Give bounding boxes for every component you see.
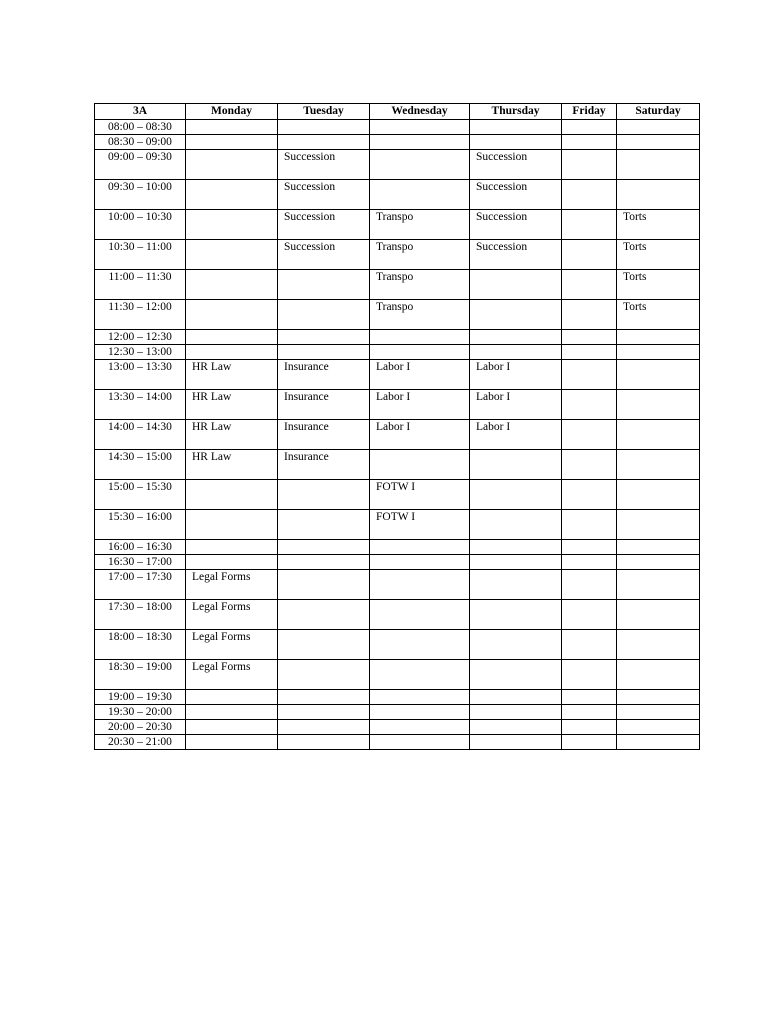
header-tuesday: Tuesday [278,104,370,120]
class-cell-tuesday [278,120,370,135]
class-cell-friday [562,180,617,210]
class-cell-monday [186,690,278,705]
class-cell-friday [562,360,617,390]
class-cell-saturday [617,480,700,510]
class-cell-friday [562,450,617,480]
class-cell-monday [186,180,278,210]
table-row [95,360,700,390]
class-cell-tuesday [278,480,370,510]
class-cell-monday [186,345,278,360]
table-row [95,660,700,690]
class-cell-friday [562,510,617,540]
class-cell-friday [562,690,617,705]
class-cell-monday [186,120,278,135]
class-cell-wednesday: Transpo [370,240,470,270]
class-cell-saturday [617,420,700,450]
class-cell-thursday [470,720,562,735]
class-cell-saturday [617,630,700,660]
class-cell-monday: Legal Forms [186,600,278,630]
class-cell-friday [562,135,617,150]
class-cell-saturday [617,570,700,600]
class-cell-wednesday [370,540,470,555]
table-row [95,345,700,360]
class-cell-wednesday: Transpo [370,270,470,300]
time-slot-cell: 09:30 – 10:00 [95,180,186,210]
class-cell-thursday [470,480,562,510]
class-cell-tuesday [278,510,370,540]
class-cell-wednesday [370,735,470,750]
class-cell-wednesday [370,330,470,345]
class-cell-monday [186,270,278,300]
class-cell-monday: HR Law [186,390,278,420]
class-cell-wednesday [370,450,470,480]
class-cell-monday: HR Law [186,360,278,390]
header-friday: Friday [562,104,617,120]
class-cell-wednesday [370,150,470,180]
class-cell-thursday [470,330,562,345]
time-slot-cell: 10:30 – 11:00 [95,240,186,270]
class-cell-monday [186,300,278,330]
class-cell-tuesday: Insurance [278,390,370,420]
class-cell-saturday [617,345,700,360]
class-cell-tuesday [278,720,370,735]
time-slot-cell: 18:30 – 19:00 [95,660,186,690]
class-cell-thursday [470,540,562,555]
class-cell-tuesday: Insurance [278,360,370,390]
class-cell-tuesday: Succession [278,210,370,240]
time-slot-cell: 20:30 – 21:00 [95,735,186,750]
class-cell-friday [562,390,617,420]
class-cell-monday [186,150,278,180]
class-cell-thursday [470,345,562,360]
class-cell-wednesday [370,570,470,600]
table-row [95,150,700,180]
class-cell-thursday [470,510,562,540]
class-cell-tuesday [278,345,370,360]
class-cell-thursday: Labor I [470,360,562,390]
table-row [95,420,700,450]
class-cell-friday [562,660,617,690]
time-slot-cell: 19:00 – 19:30 [95,690,186,705]
time-slot-cell: 13:00 – 13:30 [95,360,186,390]
table-row [95,570,700,600]
class-cell-wednesday: Labor I [370,360,470,390]
table-row [95,210,700,240]
class-cell-friday [562,555,617,570]
table-row [95,300,700,330]
class-cell-tuesday [278,330,370,345]
class-cell-thursday: Succession [470,240,562,270]
class-cell-tuesday [278,555,370,570]
class-cell-friday [562,120,617,135]
class-cell-friday [562,705,617,720]
header-thursday: Thursday [470,104,562,120]
time-slot-cell: 12:00 – 12:30 [95,330,186,345]
class-cell-monday: HR Law [186,450,278,480]
class-cell-wednesday: Labor I [370,390,470,420]
class-cell-thursday [470,450,562,480]
time-slot-cell: 15:00 – 15:30 [95,480,186,510]
time-slot-cell: 13:30 – 14:00 [95,390,186,420]
class-cell-wednesday [370,660,470,690]
header-row [95,104,700,120]
table-row [95,270,700,300]
class-cell-friday [562,270,617,300]
header-wednesday: Wednesday [370,104,470,120]
table-row [95,480,700,510]
class-cell-thursday: Succession [470,210,562,240]
class-cell-wednesday [370,135,470,150]
time-slot-cell: 11:30 – 12:00 [95,300,186,330]
class-cell-thursday [470,735,562,750]
time-slot-cell: 11:00 – 11:30 [95,270,186,300]
class-cell-wednesday [370,630,470,660]
class-cell-monday: Legal Forms [186,630,278,660]
class-cell-thursday [470,135,562,150]
time-slot-cell: 16:00 – 16:30 [95,540,186,555]
class-cell-monday [186,720,278,735]
class-cell-friday [562,540,617,555]
class-cell-thursday: Succession [470,180,562,210]
table-row [95,240,700,270]
class-cell-wednesday: Labor I [370,420,470,450]
table-row [95,735,700,750]
class-cell-friday [562,735,617,750]
table-row [95,135,700,150]
time-slot-cell: 12:30 – 13:00 [95,345,186,360]
class-cell-saturday [617,390,700,420]
time-slot-cell: 14:00 – 14:30 [95,420,186,450]
class-cell-saturday [617,690,700,705]
table-row [95,330,700,345]
class-cell-monday [186,735,278,750]
table-row [95,390,700,420]
class-cell-wednesday [370,555,470,570]
time-slot-cell: 14:30 – 15:00 [95,450,186,480]
class-cell-monday [186,510,278,540]
class-cell-thursday [470,600,562,630]
class-cell-tuesday [278,540,370,555]
class-cell-thursday [470,270,562,300]
class-cell-friday [562,600,617,630]
class-cell-tuesday [278,270,370,300]
time-slot-cell: 09:00 – 09:30 [95,150,186,180]
class-cell-saturday [617,360,700,390]
class-cell-saturday [617,555,700,570]
time-slot-cell: 15:30 – 16:00 [95,510,186,540]
class-cell-wednesday: FOTW I [370,480,470,510]
class-cell-thursday: Labor I [470,390,562,420]
class-cell-saturday [617,510,700,540]
class-cell-thursday: Labor I [470,420,562,450]
time-slot-cell: 17:00 – 17:30 [95,570,186,600]
class-cell-monday [186,210,278,240]
class-cell-tuesday [278,660,370,690]
table-row [95,690,700,705]
table-row [95,510,700,540]
class-cell-saturday [617,180,700,210]
class-cell-thursday [470,690,562,705]
class-cell-tuesday [278,690,370,705]
header-section: 3A [95,104,186,120]
class-cell-tuesday [278,600,370,630]
class-cell-friday [562,480,617,510]
class-cell-tuesday [278,705,370,720]
class-cell-thursday [470,630,562,660]
class-cell-saturday: Torts [617,270,700,300]
table-row [95,705,700,720]
class-cell-monday: Legal Forms [186,660,278,690]
time-slot-cell: 16:30 – 17:00 [95,555,186,570]
class-cell-saturday [617,660,700,690]
class-cell-saturday: Torts [617,210,700,240]
class-cell-friday [562,720,617,735]
class-cell-thursday [470,570,562,600]
time-slot-cell: 20:00 – 20:30 [95,720,186,735]
class-cell-tuesday: Succession [278,180,370,210]
table-row [95,600,700,630]
class-cell-tuesday [278,630,370,660]
class-cell-tuesday [278,735,370,750]
class-cell-wednesday: Transpo [370,300,470,330]
class-cell-monday [186,705,278,720]
class-cell-saturday [617,720,700,735]
class-cell-thursday: Succession [470,150,562,180]
class-cell-saturday [617,135,700,150]
class-cell-friday [562,300,617,330]
class-cell-wednesday: Transpo [370,210,470,240]
table-row [95,120,700,135]
class-cell-friday [562,330,617,345]
class-cell-friday [562,570,617,600]
table-row [95,180,700,210]
class-cell-saturday: Torts [617,300,700,330]
table-row [95,630,700,660]
class-cell-tuesday [278,300,370,330]
header-monday: Monday [186,104,278,120]
class-cell-friday [562,150,617,180]
class-cell-saturday [617,540,700,555]
class-cell-monday [186,330,278,345]
class-cell-friday [562,630,617,660]
class-cell-monday [186,480,278,510]
class-cell-wednesday [370,690,470,705]
class-cell-thursday [470,660,562,690]
table-row [95,720,700,735]
class-cell-wednesday [370,120,470,135]
time-slot-cell: 08:00 – 08:30 [95,120,186,135]
class-cell-saturday [617,600,700,630]
class-cell-wednesday [370,345,470,360]
class-cell-thursday [470,705,562,720]
class-cell-wednesday [370,180,470,210]
class-cell-wednesday [370,705,470,720]
class-cell-thursday [470,120,562,135]
class-schedule-table [94,103,700,750]
class-cell-friday [562,420,617,450]
class-cell-saturday [617,150,700,180]
class-cell-saturday [617,330,700,345]
class-cell-monday [186,540,278,555]
time-slot-cell: 08:30 – 09:00 [95,135,186,150]
table-row [95,555,700,570]
class-cell-wednesday [370,720,470,735]
class-cell-friday [562,210,617,240]
class-cell-saturday [617,705,700,720]
class-cell-monday [186,555,278,570]
table-row [95,540,700,555]
time-slot-cell: 17:30 – 18:00 [95,600,186,630]
class-cell-friday [562,345,617,360]
class-cell-saturday [617,450,700,480]
class-cell-tuesday: Insurance [278,420,370,450]
header-saturday: Saturday [617,104,700,120]
class-cell-tuesday [278,570,370,600]
class-cell-saturday: Torts [617,240,700,270]
class-cell-monday [186,135,278,150]
class-cell-saturday [617,735,700,750]
class-cell-tuesday: Succession [278,240,370,270]
class-cell-wednesday [370,600,470,630]
class-cell-monday [186,240,278,270]
class-cell-saturday [617,120,700,135]
table-row [95,450,700,480]
time-slot-cell: 10:00 – 10:30 [95,210,186,240]
class-cell-monday: Legal Forms [186,570,278,600]
class-cell-tuesday: Succession [278,150,370,180]
class-cell-wednesday: FOTW I [370,510,470,540]
class-cell-thursday [470,300,562,330]
class-cell-thursday [470,555,562,570]
time-slot-cell: 19:30 – 20:00 [95,705,186,720]
class-cell-tuesday [278,135,370,150]
schedule-body [95,120,700,750]
time-slot-cell: 18:00 – 18:30 [95,630,186,660]
class-cell-monday: HR Law [186,420,278,450]
class-cell-tuesday: Insurance [278,450,370,480]
class-cell-friday [562,240,617,270]
